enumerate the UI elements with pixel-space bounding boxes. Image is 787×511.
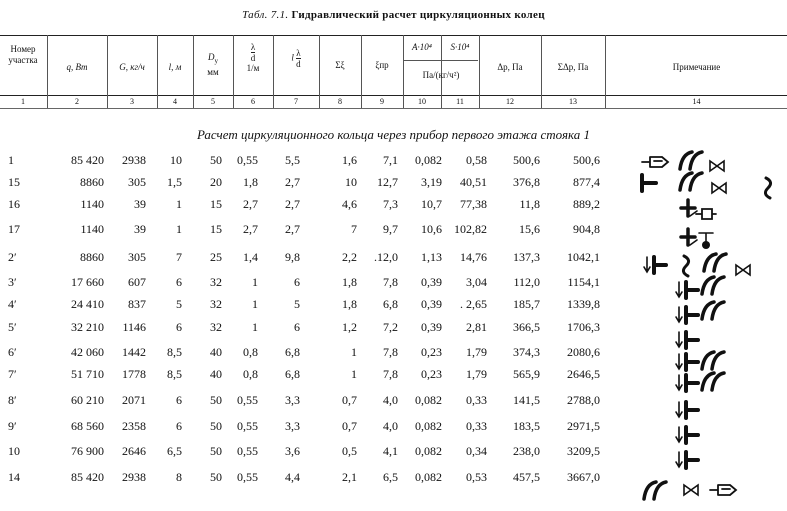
- cell-value: 1706,3: [567, 320, 600, 334]
- cell-value: 1778: [122, 367, 146, 381]
- cell-value: 837: [128, 297, 146, 311]
- cell-value: 607: [128, 275, 146, 289]
- cell-value: 1: [351, 367, 357, 381]
- header-coefficient-unit: Па/(кг/ч²): [422, 70, 460, 80]
- cell-value: 32: [210, 297, 222, 311]
- cell-value: 50: [210, 470, 222, 484]
- cell-value: 25: [210, 250, 222, 264]
- cell-value: 2,7: [285, 222, 300, 236]
- cell-value: 32: [210, 275, 222, 289]
- cell-value: 6: [176, 320, 182, 334]
- tee-arrow-icon: [644, 257, 666, 273]
- cross-icon: [681, 229, 697, 245]
- segment-number: 10: [8, 444, 20, 458]
- cell-value: 457,5: [513, 470, 540, 484]
- cell-value: 50: [210, 393, 222, 407]
- cell-value: 877,4: [573, 175, 600, 189]
- segment-number: 16: [8, 197, 20, 211]
- cell-value: 0,8: [243, 345, 258, 359]
- header-heat-load: q, Вт: [66, 62, 88, 72]
- table-title-number: Табл. 7.1.: [242, 9, 289, 21]
- header-segment-number: Номер участка: [8, 44, 38, 65]
- cell-value: 3,6: [285, 444, 300, 458]
- segment-number: 5′: [8, 320, 17, 334]
- cell-value: 32 210: [71, 320, 104, 334]
- cell-value: 8860: [80, 175, 104, 189]
- cell-value: 6: [176, 393, 182, 407]
- column-number: 1: [21, 97, 25, 106]
- cell-value: 0,8: [243, 367, 258, 381]
- tee-arrow-icon: [676, 332, 698, 348]
- cell-value: 68 560: [71, 419, 104, 433]
- cell-value: 0,39: [421, 297, 442, 311]
- header-a-coefficient: A·10⁴: [412, 42, 432, 52]
- tee-arrow-icon: [676, 354, 698, 370]
- gate-valve-icon: [736, 265, 750, 275]
- elbow-icon: [704, 254, 726, 271]
- cell-value: 4,0: [383, 419, 398, 433]
- cell-value: 889,2: [573, 197, 600, 211]
- tee-arrow-icon: [676, 375, 698, 391]
- cell-value: 51 710: [71, 367, 104, 381]
- thermostat-valve-icon: [699, 233, 713, 249]
- cell-value: 6: [294, 320, 300, 334]
- cell-value: 3667,0: [567, 470, 600, 484]
- gate-valve-icon: [684, 485, 698, 495]
- cell-value: 500,6: [513, 153, 540, 167]
- bend-icon: [683, 256, 688, 276]
- tee-arrow-icon: [676, 282, 698, 298]
- cell-value: 0,7: [342, 419, 357, 433]
- column-number: 7: [294, 97, 298, 106]
- cell-value: 0,34: [466, 444, 487, 458]
- cell-value: 2071: [122, 393, 146, 407]
- header-s-coefficient: S·10⁴: [450, 42, 470, 52]
- column-number: 2: [75, 97, 79, 106]
- cell-value: 12,7: [377, 175, 398, 189]
- tee-arrow-icon: [676, 402, 698, 418]
- cell-value: 2646,5: [567, 367, 600, 381]
- cell-value: 1: [351, 345, 357, 359]
- cell-value: 1442: [122, 345, 146, 359]
- column-number: 8: [338, 97, 342, 106]
- column-number: 6: [251, 97, 255, 106]
- cell-value: 17 660: [71, 275, 104, 289]
- cell-value: 6,8: [285, 367, 300, 381]
- segment-number: 1: [8, 153, 14, 167]
- elbow-icon: [702, 352, 724, 369]
- cell-value: 15: [210, 197, 222, 211]
- cell-value: 1: [252, 320, 258, 334]
- cell-value: 4,4: [285, 470, 300, 484]
- cell-value: 4,1: [383, 444, 398, 458]
- cell-value: 2,7: [243, 222, 258, 236]
- cell-value: 1140: [80, 197, 104, 211]
- cell-value: 0,55: [237, 419, 258, 433]
- cell-value: 0,082: [415, 470, 442, 484]
- cell-value: 39: [134, 197, 146, 211]
- header-pressure-loss: Δp, Па: [497, 62, 523, 72]
- elbow-icon: [680, 173, 702, 190]
- cell-value: 305: [128, 250, 146, 264]
- cell-value: 185,7: [513, 297, 540, 311]
- cell-value: 7,8: [383, 367, 398, 381]
- column-number: 10: [418, 97, 426, 106]
- cell-value: 0,55: [237, 444, 258, 458]
- column-number: 12: [506, 97, 514, 106]
- cell-value: 6: [176, 275, 182, 289]
- cell-value: 39: [134, 222, 146, 236]
- cell-value: 0,33: [466, 419, 487, 433]
- cell-value: 4,0: [383, 393, 398, 407]
- cell-value: 6: [294, 275, 300, 289]
- cell-value: 1: [176, 197, 182, 211]
- gate-valve-icon: [710, 161, 724, 171]
- cell-value: 1,8: [342, 297, 357, 311]
- cell-value: 15,6: [519, 222, 540, 236]
- cell-value: 1339,8: [567, 297, 600, 311]
- elbow-icon: [644, 482, 666, 499]
- valve-icon: [642, 157, 668, 167]
- cell-value: 904,8: [573, 222, 600, 236]
- column-number: 4: [173, 97, 177, 106]
- cell-value: 24 410: [71, 297, 104, 311]
- cell-value: 0,55: [237, 153, 258, 167]
- header-flow-rate: G, кг/ч: [119, 62, 145, 72]
- cell-value: 14,76: [460, 250, 487, 264]
- cell-value: 5: [176, 297, 182, 311]
- cell-value: 8860: [80, 250, 104, 264]
- cell-value: 2,2: [342, 250, 357, 264]
- cell-value: 2,1: [342, 470, 357, 484]
- cell-value: 50: [210, 444, 222, 458]
- cell-value: 0,082: [415, 419, 442, 433]
- radiator-connection-icon: [696, 209, 716, 219]
- cell-value: 2646: [122, 444, 146, 458]
- cell-value: 2358: [122, 419, 146, 433]
- cell-value: 8,5: [167, 367, 182, 381]
- cell-value: 7,2: [383, 320, 398, 334]
- cell-value: 374,3: [513, 345, 540, 359]
- tee-arrow-icon: [676, 427, 698, 443]
- cell-value: 1042,1: [567, 250, 600, 264]
- column-number: 14: [692, 97, 701, 106]
- cell-value: 15: [210, 222, 222, 236]
- cell-value: 1154,1: [567, 275, 600, 289]
- cell-value: 137,3: [513, 250, 540, 264]
- tee-icon: [642, 175, 656, 191]
- cell-value: 0,58: [466, 153, 487, 167]
- cell-value: 3,19: [421, 175, 442, 189]
- cell-value: 3209,5: [567, 444, 600, 458]
- cell-value: 305: [128, 175, 146, 189]
- cell-value: 2938: [122, 153, 146, 167]
- cell-value: .12,0: [374, 250, 398, 264]
- cell-value: 0,23: [421, 345, 442, 359]
- segment-number: 3′: [8, 275, 17, 289]
- cell-value: 40,51: [460, 175, 487, 189]
- cell-value: 1,8: [243, 175, 258, 189]
- cell-value: 7: [351, 222, 357, 236]
- cell-value: 85 420: [71, 153, 104, 167]
- cell-value: 8,5: [167, 345, 182, 359]
- cell-value: 20: [210, 175, 222, 189]
- cell-value: 3,3: [285, 393, 300, 407]
- cell-value: 10: [170, 153, 182, 167]
- header-note: Примечание: [672, 62, 721, 72]
- cell-value: 50: [210, 153, 222, 167]
- cell-value: 141,5: [513, 393, 540, 407]
- cell-value: 7,3: [383, 197, 398, 211]
- header-friction-length: l $\frac{\lambda}{d}$: [291, 48, 301, 69]
- segment-number: 14: [8, 470, 20, 484]
- cell-value: 0,53: [466, 470, 487, 484]
- column-number: 5: [211, 97, 215, 106]
- header-sum-local-resistance: Σξ: [335, 60, 345, 70]
- segment-number: 6′: [8, 345, 17, 359]
- cell-value: 1,79: [466, 345, 487, 359]
- cell-value: 0,082: [415, 444, 442, 458]
- cell-value: 7,1: [383, 153, 398, 167]
- cell-value: 1,4: [243, 250, 258, 264]
- cell-value: 0,33: [466, 393, 487, 407]
- cell-value: . 2,65: [460, 297, 487, 311]
- cell-value: 2788,0: [567, 393, 600, 407]
- cell-value: 6,8: [383, 297, 398, 311]
- cell-value: 1: [176, 222, 182, 236]
- cell-value: 76 900: [71, 444, 104, 458]
- cell-value: 6,5: [383, 470, 398, 484]
- cell-value: 50: [210, 419, 222, 433]
- header-length: l, м: [168, 62, 182, 72]
- cell-value: 5,5: [285, 153, 300, 167]
- cell-value: 10: [345, 175, 357, 189]
- cell-value: 0,39: [421, 320, 442, 334]
- cell-value: 10,7: [421, 197, 442, 211]
- header-reduced-resistance: ξпр: [375, 60, 389, 70]
- segment-number: 15: [8, 175, 20, 189]
- cell-value: 0,5: [342, 444, 357, 458]
- cell-value: 565,9: [513, 367, 540, 381]
- cell-value: 1,5: [167, 175, 182, 189]
- cell-value: 112,0: [513, 275, 540, 289]
- bend-icon: [765, 178, 770, 198]
- cell-value: 60 210: [71, 393, 104, 407]
- cell-value: 500,6: [573, 153, 600, 167]
- segment-number: 2′: [8, 250, 17, 264]
- segment-number: 8′: [8, 393, 17, 407]
- cell-value: 1,8: [342, 275, 357, 289]
- cell-value: 8: [176, 470, 182, 484]
- cell-value: 40: [210, 367, 222, 381]
- cell-value: 9,8: [285, 250, 300, 264]
- cell-value: 6,5: [167, 444, 182, 458]
- cell-value: 1,6: [342, 153, 357, 167]
- cell-value: 6,8: [285, 345, 300, 359]
- elbow-icon: [702, 302, 724, 319]
- cell-value: 85 420: [71, 470, 104, 484]
- cell-value: 1,79: [466, 367, 487, 381]
- cell-value: 2,7: [243, 197, 258, 211]
- cell-value: 11,8: [519, 197, 540, 211]
- cell-value: 0,55: [237, 470, 258, 484]
- cell-value: 42 060: [71, 345, 104, 359]
- header-cumulative-pressure-loss: ΣΔp, Па: [557, 62, 589, 72]
- segment-number: 7′: [8, 367, 17, 381]
- column-number: 9: [380, 97, 384, 106]
- cell-value: 1,2: [342, 320, 357, 334]
- cell-value: 1140: [80, 222, 104, 236]
- cell-value: 1: [252, 275, 258, 289]
- cell-value: 1,13: [421, 250, 442, 264]
- cell-value: 9,7: [383, 222, 398, 236]
- cell-value: 366,5: [513, 320, 540, 334]
- cross-icon: [681, 200, 697, 216]
- cell-value: 10,6: [421, 222, 442, 236]
- cell-value: 0,39: [421, 275, 442, 289]
- cell-value: 376,8: [513, 175, 540, 189]
- column-number: 13: [569, 97, 577, 106]
- cell-value: 0,082: [415, 393, 442, 407]
- gate-valve-icon: [712, 183, 726, 193]
- cell-value: 2938: [122, 470, 146, 484]
- column-number: 11: [456, 97, 464, 106]
- segment-number: 9′: [8, 419, 17, 433]
- cell-value: 77,38: [460, 197, 487, 211]
- cell-value: 102,82: [454, 222, 487, 236]
- cell-value: 7,8: [383, 275, 398, 289]
- tee-arrow-icon: [676, 307, 698, 323]
- cell-value: 2,81: [466, 320, 487, 334]
- header-diameter: $D_у$ мм: [207, 52, 219, 77]
- cell-value: 2080,6: [567, 345, 600, 359]
- elbow-icon: [702, 277, 724, 294]
- cell-value: 2,7: [285, 175, 300, 189]
- cell-value: 0,23: [421, 367, 442, 381]
- cell-value: 6: [176, 419, 182, 433]
- cell-value: 238,0: [513, 444, 540, 458]
- cell-value: 4,6: [342, 197, 357, 211]
- cell-value: 2971,5: [567, 419, 600, 433]
- cell-value: 1146: [122, 320, 146, 334]
- cell-value: 5: [294, 297, 300, 311]
- elbow-icon: [680, 152, 702, 169]
- cell-value: 7: [176, 250, 182, 264]
- tee-arrow-icon: [676, 452, 698, 468]
- cell-value: 0,55: [237, 393, 258, 407]
- segment-number: 4′: [8, 297, 17, 311]
- valve-icon: [710, 485, 736, 495]
- header-friction-ratio: $\frac{\lambda}{d}$ 1/м: [246, 42, 260, 73]
- cell-value: 32: [210, 320, 222, 334]
- segment-number: 17: [8, 222, 20, 236]
- cell-value: 0,082: [415, 153, 442, 167]
- cell-value: 40: [210, 345, 222, 359]
- elbow-icon: [702, 373, 724, 390]
- cell-value: 3,3: [285, 419, 300, 433]
- section-subtitle: Расчет циркуляционного кольца через прибор первого этажа стояка 1: [196, 127, 591, 142]
- column-number: 3: [130, 97, 134, 106]
- cell-value: 183,5: [513, 419, 540, 433]
- cell-value: 3,04: [466, 275, 487, 289]
- cell-value: 0,7: [342, 393, 357, 407]
- cell-value: 7,8: [383, 345, 398, 359]
- cell-value: 1: [252, 297, 258, 311]
- table-title-text: Гидравлический расчет циркуляционных колец: [291, 9, 545, 21]
- cell-value: 2,7: [285, 197, 300, 211]
